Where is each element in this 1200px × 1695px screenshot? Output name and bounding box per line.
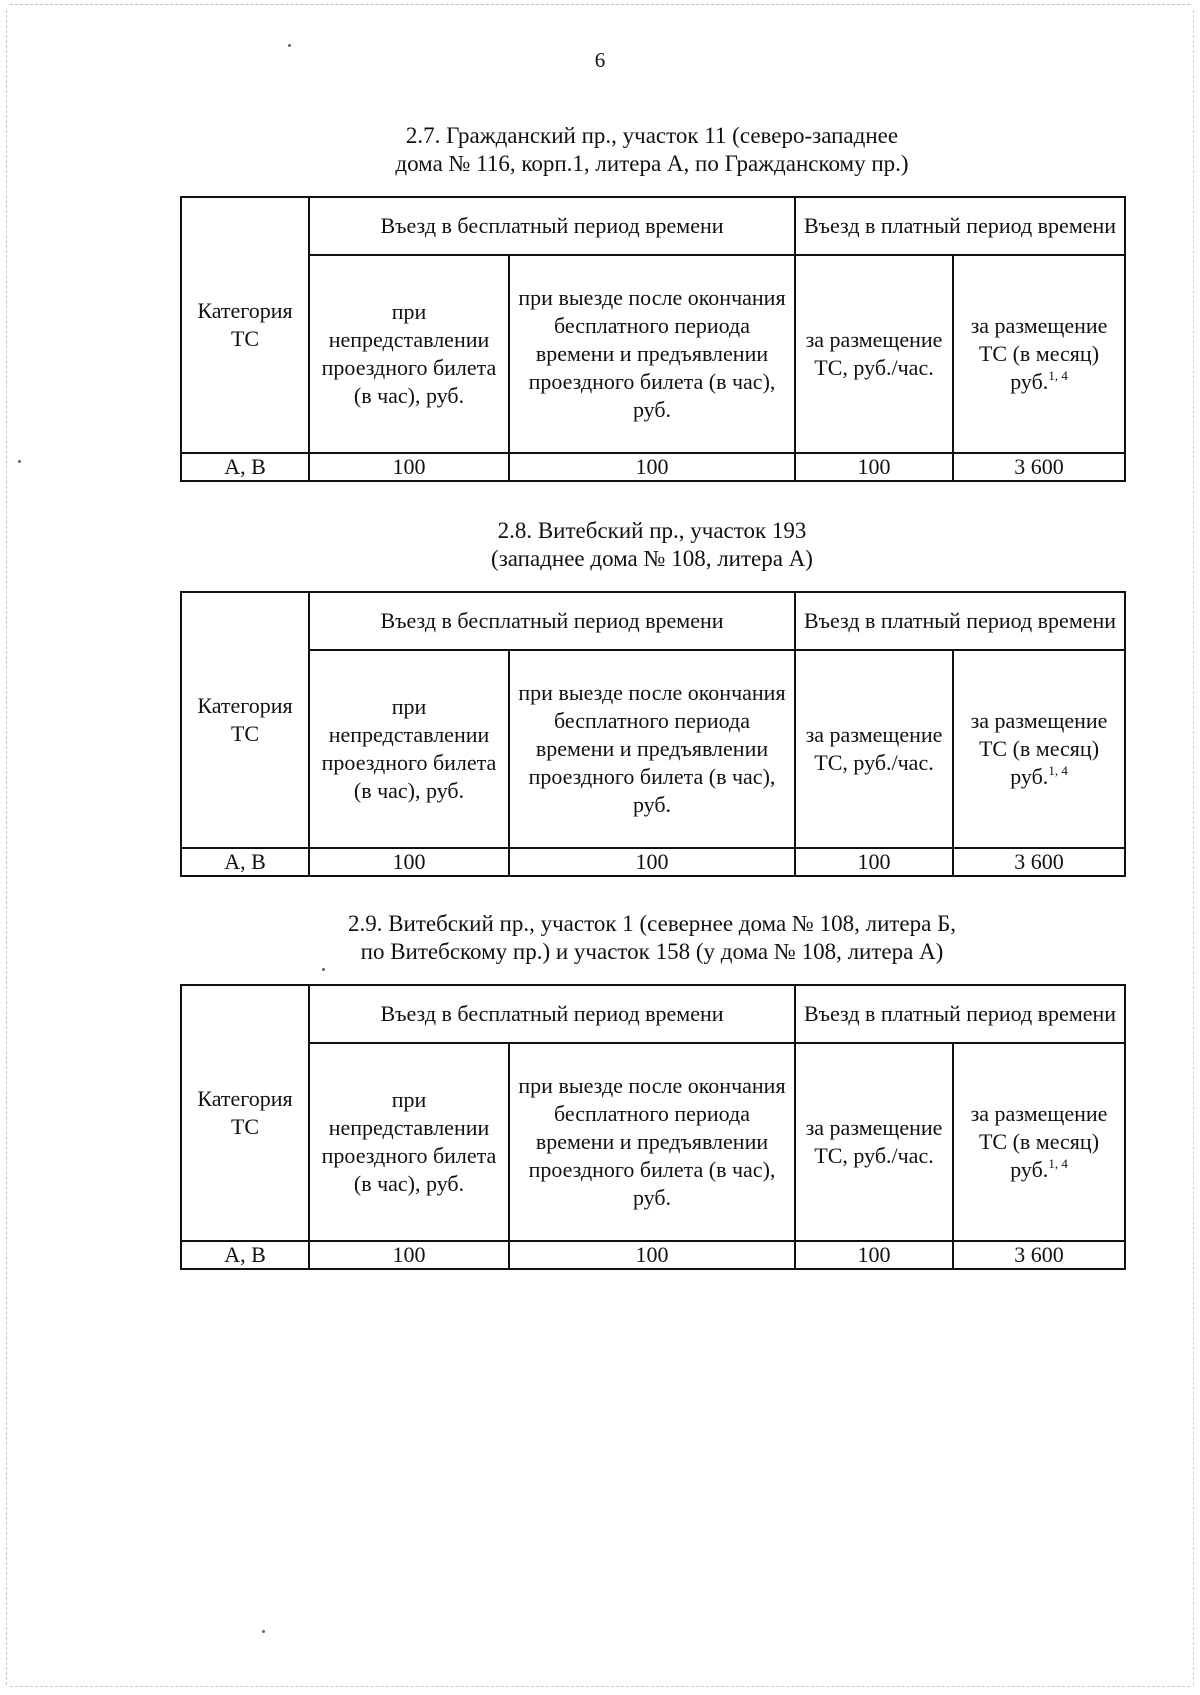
footnote-ref: 1, 4 [1048, 763, 1068, 778]
header-paid-monthly [953, 255, 1125, 453]
cell-category: А, В [181, 453, 309, 481]
cell-paid-monthly: 3 600 [953, 1241, 1125, 1269]
scan-speck [322, 968, 325, 971]
header-paid-period: Въезд в платный период времени [795, 592, 1125, 650]
scan-edge-bottom [10, 1686, 1190, 1687]
table-row [181, 1241, 1125, 1269]
header-paid-monthly-label: за размещение ТС (в месяц) руб. [970, 313, 1108, 394]
cell-free-no-ticket: 100 [309, 848, 509, 876]
section-title-line-1: 2.7. Гражданский пр., участок 11 (северо-западнее [405, 123, 899, 148]
cell-category: А, В [181, 848, 309, 876]
footnote-ref: 1, 4 [1048, 368, 1068, 383]
header-free-after-exit: при выезде после окончания бесплатного периода времени и предъявлении проездного билета (в час), руб. [509, 650, 795, 848]
header-free-no-ticket: при непредставлении проездного билета (в час), руб. [309, 650, 509, 848]
section-title-line-1: 2.8. Витебский пр., участок 193 [497, 518, 807, 543]
header-free-no-ticket: при непредставлении проездного билета (в час), руб. [309, 255, 509, 453]
header-paid-monthly [953, 1043, 1125, 1241]
cell-free-no-ticket: 100 [309, 1241, 509, 1269]
cell-paid-hourly: 100 [795, 1241, 953, 1269]
cell-paid-monthly: 3 600 [953, 848, 1125, 876]
header-paid-hourly: за размещение ТС, руб./час. [795, 650, 953, 848]
cell-free-after-exit: 100 [509, 453, 795, 481]
section-2-9 [180, 910, 1124, 1270]
header-category: Категория ТС [181, 197, 309, 453]
header-free-period: Въезд в бесплатный период времени [309, 197, 795, 255]
header-paid-period: Въезд в платный период времени [795, 197, 1125, 255]
cell-free-after-exit: 100 [509, 1241, 795, 1269]
footnote-ref: 1, 4 [1048, 1156, 1068, 1171]
scan-speck [18, 460, 21, 463]
header-paid-monthly-label: за размещение ТС (в месяц) руб. [970, 1101, 1108, 1182]
header-category: Категория ТС [181, 985, 309, 1241]
section-title-line-2: (западнее дома № 108, литера А) [491, 546, 813, 571]
header-free-period: Въезд в бесплатный период времени [309, 592, 795, 650]
section-title [180, 517, 1124, 573]
header-free-no-ticket: при непредставлении проездного билета (в час), руб. [309, 1043, 509, 1241]
tariff-table [180, 984, 1126, 1270]
cell-paid-hourly: 100 [795, 453, 953, 481]
table-row [181, 848, 1125, 876]
tariff-table [180, 591, 1126, 877]
table-row [181, 453, 1125, 481]
header-paid-monthly [953, 650, 1125, 848]
page-number: 6 [594, 48, 606, 72]
section-title [180, 122, 1124, 178]
scan-speck [262, 1630, 265, 1633]
cell-free-no-ticket: 100 [309, 453, 509, 481]
section-title-line-2: по Витебскому пр.) и участок 158 (у дома № 108, литера А) [360, 939, 944, 964]
header-paid-hourly: за размещение ТС, руб./час. [795, 255, 953, 453]
scan-speck [288, 44, 291, 47]
cell-free-after-exit: 100 [509, 848, 795, 876]
header-free-after-exit: при выезде после окончания бесплатного периода времени и предъявлении проездного билета (в час), руб. [509, 1043, 795, 1241]
header-free-period: Въезд в бесплатный период времени [309, 985, 795, 1043]
cell-paid-hourly: 100 [795, 848, 953, 876]
section-title-line-1: 2.9. Витебский пр., участок 1 (севернее дома № 108, литера Б, [347, 911, 957, 936]
cell-paid-monthly: 3 600 [953, 453, 1125, 481]
header-paid-hourly: за размещение ТС, руб./час. [795, 1043, 953, 1241]
section-2-7 [180, 122, 1124, 482]
section-2-8 [180, 517, 1124, 877]
scan-edge-right [1193, 10, 1194, 1685]
header-paid-period: Въезд в платный период времени [795, 985, 1125, 1043]
scan-edge-top [10, 4, 1190, 5]
section-title [180, 910, 1124, 966]
scan-edge-left [6, 10, 7, 1685]
cell-category: А, В [181, 1241, 309, 1269]
header-free-after-exit: при выезде после окончания бесплатного периода времени и предъявлении проездного билета (в час), руб. [509, 255, 795, 453]
section-title-line-2: дома № 116, корп.1, литера А, по Гражданскому пр.) [395, 151, 909, 176]
header-category: Категория ТС [181, 592, 309, 848]
header-paid-monthly-label: за размещение ТС (в месяц) руб. [970, 708, 1108, 789]
tariff-table [180, 196, 1126, 482]
